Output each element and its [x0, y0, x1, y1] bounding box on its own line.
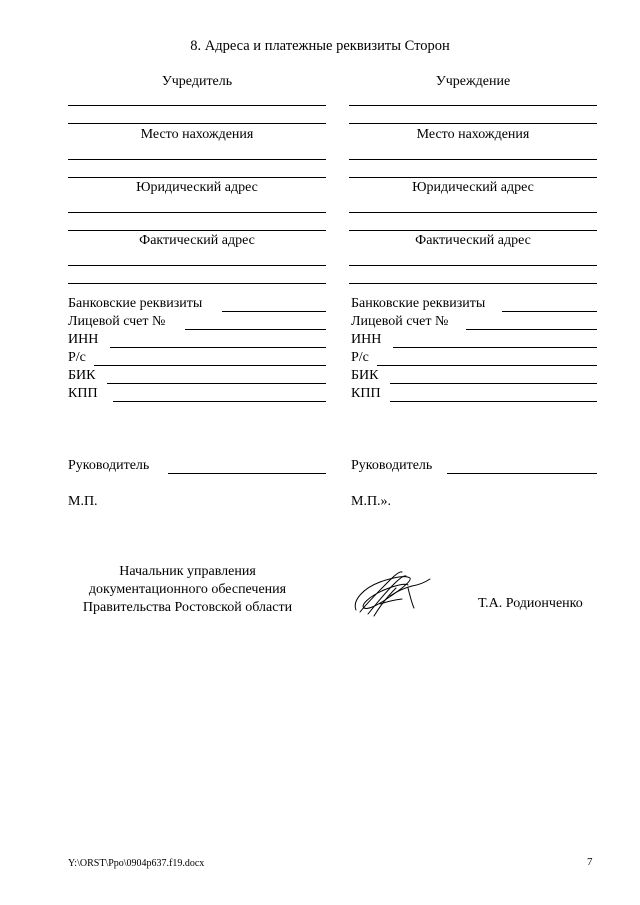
right-column-title: Учреждение [435, 74, 511, 89]
left-location-line-2 [68, 177, 326, 178]
left-column-title: Учредитель [161, 74, 233, 89]
left-head-signature-line [168, 473, 326, 474]
left-location-label: Место нахождения [140, 127, 254, 142]
section-heading: 8. Адреса и платежные реквизиты Сторон [190, 38, 450, 54]
left-name-line-1 [68, 105, 326, 106]
right-actual-address-line-2 [349, 283, 597, 284]
left-actual-address-line-2 [68, 283, 326, 284]
left-bik-label: БИК [68, 368, 96, 383]
left-legal-address-line-2 [68, 230, 326, 231]
left-legal-address-label: Юридический адрес [136, 180, 258, 195]
right-name-line-1 [349, 105, 597, 106]
right-kpp-line [390, 401, 597, 402]
left-rs-label: Р/с [68, 350, 86, 365]
right-inn-label: ИНН [351, 332, 382, 347]
signatory-name: Т.А. Родионченко [478, 596, 583, 611]
signatory-position-line-3: Правительства Ростовской области [82, 600, 293, 615]
left-account-label: Лицевой счет № [68, 314, 166, 329]
right-rs-label: Р/с [351, 350, 369, 365]
right-kpp-label: КПП [351, 386, 381, 401]
right-name-line-2 [349, 123, 597, 124]
left-location-line-1 [68, 159, 326, 160]
right-legal-address-label: Юридический адрес [412, 180, 534, 195]
right-head-label: Руководитель [351, 458, 433, 473]
left-actual-address-line-1 [68, 265, 326, 266]
right-rs-line [377, 365, 597, 366]
left-rs-line [94, 365, 326, 366]
right-legal-address-line-2 [349, 230, 597, 231]
right-bank-label: Банковские реквизиты [351, 296, 486, 311]
right-account-line [466, 329, 597, 330]
left-legal-address-line-1 [68, 212, 326, 213]
left-bank-label: Банковские реквизиты [68, 296, 203, 311]
left-inn-label: ИНН [68, 332, 99, 347]
right-location-line-2 [349, 177, 597, 178]
signatory-position-line-2: документационного обеспечения [88, 582, 287, 597]
right-actual-address-line-1 [349, 265, 597, 266]
left-inn-line [110, 347, 326, 348]
right-bik-line [390, 383, 597, 384]
right-inn-line [393, 347, 597, 348]
right-seal-label: М.П.». [351, 494, 392, 509]
signatory-position-line-1: Начальник управления [119, 564, 256, 579]
handwritten-signature [350, 566, 438, 620]
right-bank-line [502, 311, 597, 312]
left-name-line-2 [68, 123, 326, 124]
right-actual-address-label: Фактический адрес [415, 233, 531, 248]
document-file-path: Y:\ORST\Ppo\0904p637.f19.docx [68, 858, 205, 869]
page-number: 7 [587, 856, 593, 868]
signatory-position [65, 563, 310, 617]
left-kpp-line [113, 401, 326, 402]
left-head-label: Руководитель [68, 458, 150, 473]
left-kpp-label: КПП [68, 386, 98, 401]
left-actual-address-label: Фактический адрес [139, 233, 255, 248]
left-seal-label: М.П. [68, 494, 98, 509]
right-legal-address-line-1 [349, 212, 597, 213]
left-bank-line [222, 311, 326, 312]
right-bik-label: БИК [351, 368, 379, 383]
right-location-line-1 [349, 159, 597, 160]
right-location-label: Место нахождения [416, 127, 530, 142]
left-bik-line [107, 383, 326, 384]
left-account-line [185, 329, 326, 330]
right-account-label: Лицевой счет № [351, 314, 449, 329]
right-head-signature-line [447, 473, 597, 474]
